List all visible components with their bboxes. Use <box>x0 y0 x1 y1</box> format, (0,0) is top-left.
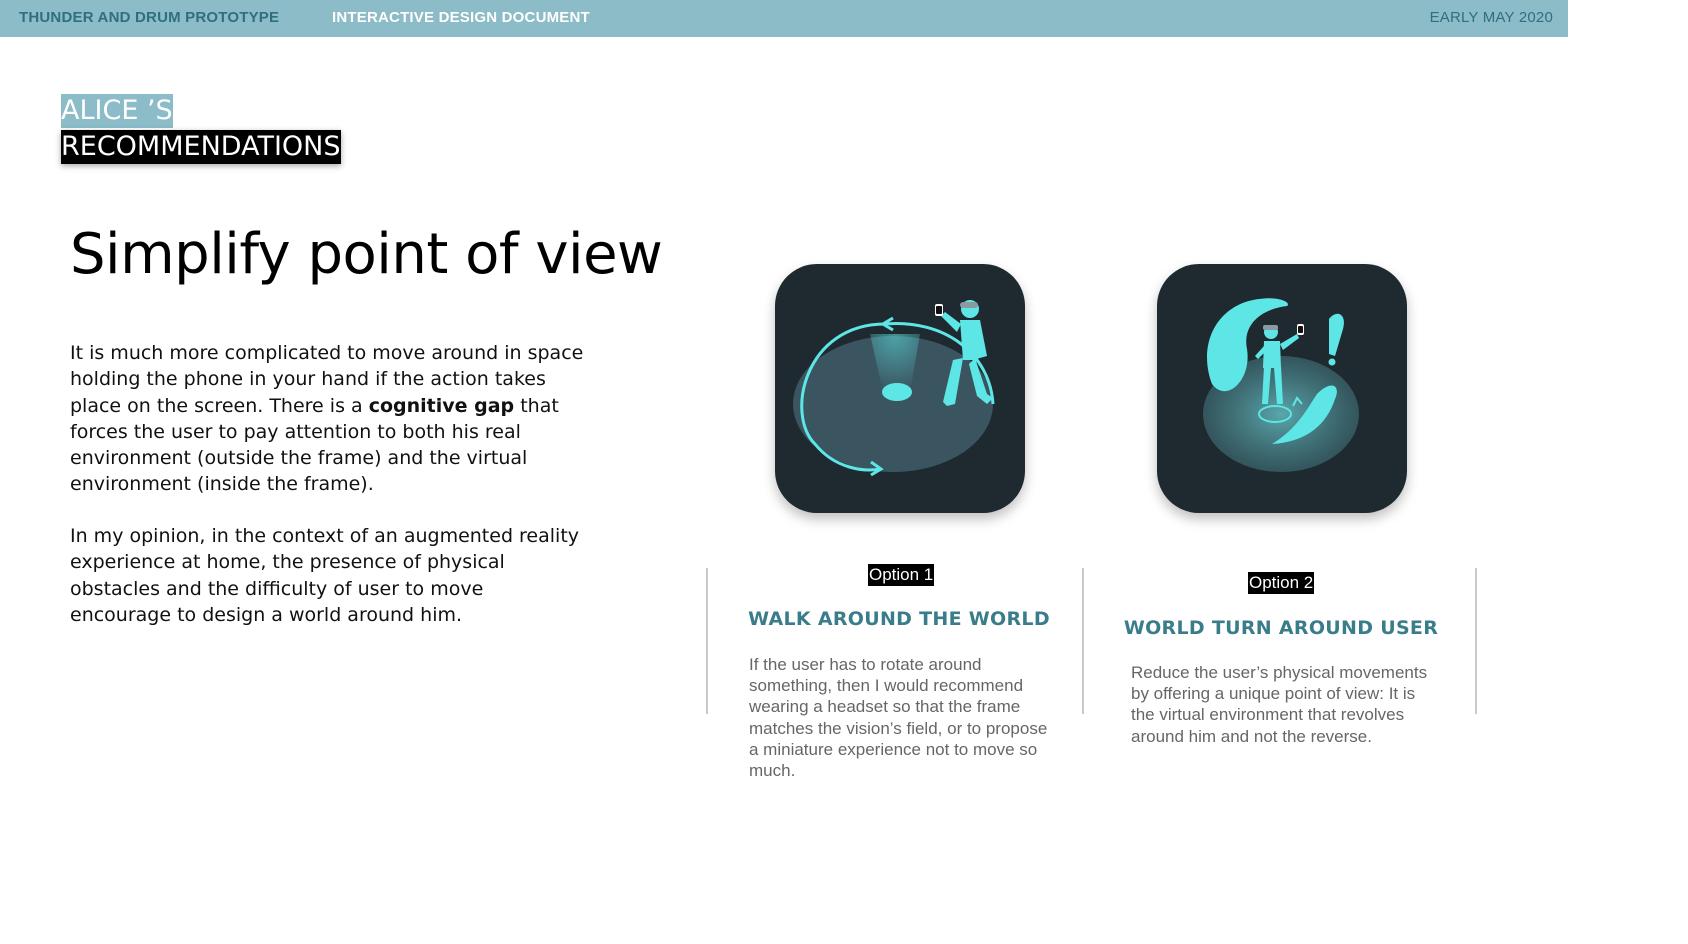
option-2-label: Option 2 <box>1249 573 1314 592</box>
option-1-description: If the user has to rotate around something, then I would recommend wearing a headset so that the frame matches the vision’s field, or to propose a miniature experience not to move so much. <box>749 655 1048 781</box>
option-1-title: WALK AROUND THE WORLD <box>748 608 1050 630</box>
project-title: THUNDER AND DRUM PROTOTYPE <box>19 9 280 26</box>
document-type: INTERACTIVE DESIGN DOCUMENT <box>332 9 590 26</box>
walk-around-icon <box>775 264 1025 513</box>
section-tag-title: RECOMMENDATIONS <box>61 131 341 162</box>
divider-line <box>1475 568 1477 714</box>
cognitive-gap-emphasis: cognitive gap <box>368 394 515 417</box>
walk-around-illustration <box>775 264 1025 513</box>
intro-text: It is much more complicated to move around in space holding the phone in your hand if the action takes place on the screen. There is a <box>70 342 584 417</box>
option-2-title: WORLD TURN AROUND USER <box>1123 617 1439 639</box>
page-title: Simplify point of view <box>70 222 663 287</box>
section-tag-author: ALICE ’S <box>61 95 173 126</box>
document-date: EARLY MAY 2020 <box>1429 9 1553 26</box>
intro-paragraph-1 <box>70 340 590 498</box>
divider-line <box>706 568 708 714</box>
world-turn-icon <box>1157 264 1407 513</box>
header-bar <box>0 0 1568 37</box>
world-turn-illustration <box>1157 264 1407 513</box>
intro-paragraph-2: In my opinion, in the context of an augmented reality experience at home, the presence of physical obstacles and the difficulty of user to move encourage to design a world around him. <box>70 525 580 626</box>
option-1-label: Option 1 <box>869 565 934 584</box>
option-2-description: Reduce the user’s physical movements by offering a unique point of view: It is the virtual environment that revolves around him and not the reverse. <box>1131 663 1428 746</box>
divider-line <box>1082 568 1084 714</box>
intro-text-cont: that forces the user to pay attention to both his real environment (outside the frame) and the virtual environment (inside the frame). <box>70 394 559 496</box>
